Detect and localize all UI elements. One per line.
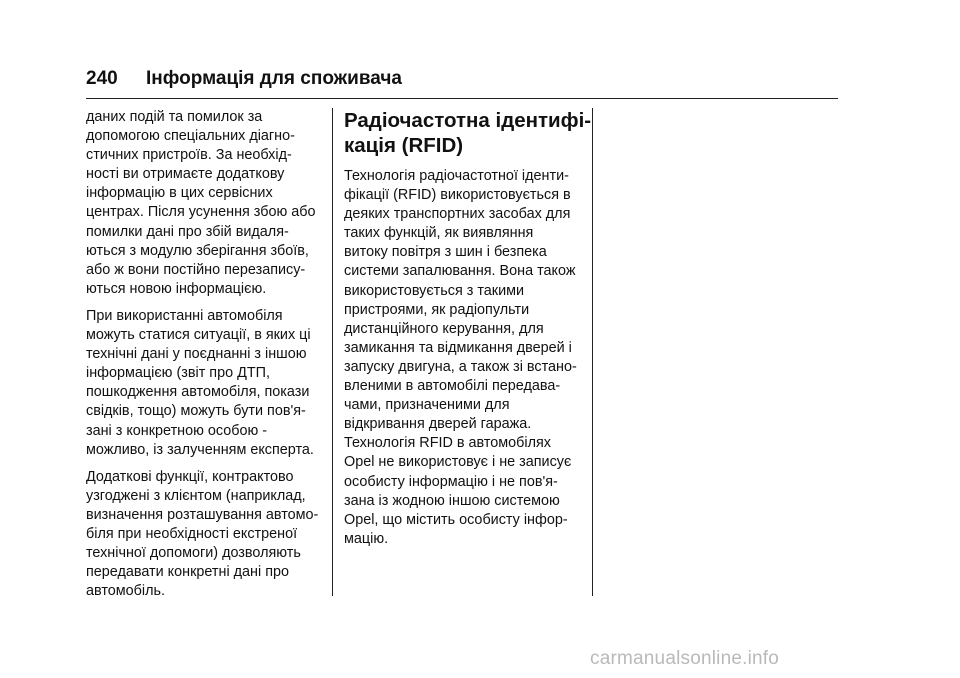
text-line: інформацією (звіт про ДТП,	[86, 365, 270, 382]
text-line: деяких транспортних засобах для	[344, 206, 571, 223]
text-line: помилки дані про збій видаля-	[86, 223, 289, 240]
text-line: дистанційного керування, для	[344, 320, 544, 337]
text-line: ються новою інформацією.	[86, 280, 267, 297]
text-line: Технологія RFID в автомобілях	[344, 435, 551, 452]
text-line: використовується з такими	[344, 282, 525, 299]
text-line: біля при необхідності екстреної	[86, 525, 298, 542]
text-line: можуть статися ситуації, в яких ці	[86, 327, 311, 344]
text-line: пристроями, як радіопульти	[344, 301, 530, 318]
text-line: ності ви отримаєте додаткову	[86, 166, 285, 183]
text-line: При використанні автомобіля	[86, 307, 283, 324]
text-line: Додаткові функції, контрактово	[86, 468, 294, 485]
text-line: витоку повітря з шин і безпека	[344, 244, 547, 261]
column-divider	[332, 108, 333, 596]
text-line: або ж вони постійно перезапису-	[86, 261, 306, 278]
paragraph-rfid	[344, 167, 590, 549]
text-line: допомогою спеціальних діагно-	[86, 128, 295, 145]
text-line: ються з модулю зберігання збоїв,	[86, 242, 309, 259]
text-line: пошкодження автомобіля, покази	[86, 384, 310, 401]
text-line: центрах. Після усунення збою або	[86, 204, 316, 221]
page-number: 240	[86, 68, 118, 89]
right-column	[344, 108, 590, 557]
paragraph-vehicle-use	[86, 307, 326, 460]
page-title: Інформація для споживача	[146, 68, 402, 89]
text-line: даних подій та помилок за	[86, 109, 263, 125]
text-line: зані з конкретною особою -	[86, 422, 268, 439]
text-line: технічні дані у поєднанні з іншою	[86, 346, 307, 363]
left-column	[86, 108, 326, 609]
text-line: особисту інформацію і не пов'я-	[344, 473, 558, 490]
text-line: таких функцій, як виявляння	[344, 225, 534, 242]
watermark: carmanualsonline.info	[590, 648, 780, 669]
text-line: Opel, що містить особисту інфор-	[344, 511, 568, 528]
section-heading-rfid	[344, 108, 590, 158]
text-line: свідків, тощо) можуть бути пов'я-	[86, 403, 306, 420]
paragraph-additional-functions	[86, 468, 326, 602]
page-header	[86, 66, 838, 99]
text-line: фікації (RFID) використовується в	[344, 187, 571, 204]
text-line: передавати конкретні дані про	[86, 564, 289, 581]
text-line: замикання та відмикання дверей і	[344, 339, 572, 356]
paragraph-diagnostics	[86, 108, 326, 299]
text-line: Opel не використовує і не записує	[344, 454, 572, 471]
text-line: визначення розташування автомо-	[86, 506, 319, 523]
heading-line: кація (RFID)	[344, 134, 464, 157]
text-line: мацію.	[344, 530, 389, 547]
text-line: чами, призначеними для	[344, 397, 510, 414]
text-line: інформацію в цих сервісних	[86, 185, 273, 202]
text-line: вленими в автомобілі передава-	[344, 378, 561, 395]
text-line: запуску двигуна, а також зі встано-	[344, 358, 577, 375]
text-line: можливо, із залученням експерта.	[86, 441, 314, 458]
text-line: системи запалювання. Вона також	[344, 263, 576, 280]
text-line: Технологія радіочастотної іденти-	[344, 168, 569, 184]
text-line: автомобіль.	[86, 583, 165, 600]
text-line: зана із жодною іншою системою	[344, 492, 560, 509]
text-line: узгоджені з клієнтом (наприклад,	[86, 487, 306, 504]
column-divider	[592, 108, 593, 596]
heading-line: Радіочастотна ідентифі-	[344, 109, 592, 132]
text-line: технічної допомоги) дозволяють	[86, 545, 301, 562]
text-line: стичних пристроїв. За необхід-	[86, 147, 292, 164]
text-line: відкривання дверей гаража.	[344, 416, 532, 433]
